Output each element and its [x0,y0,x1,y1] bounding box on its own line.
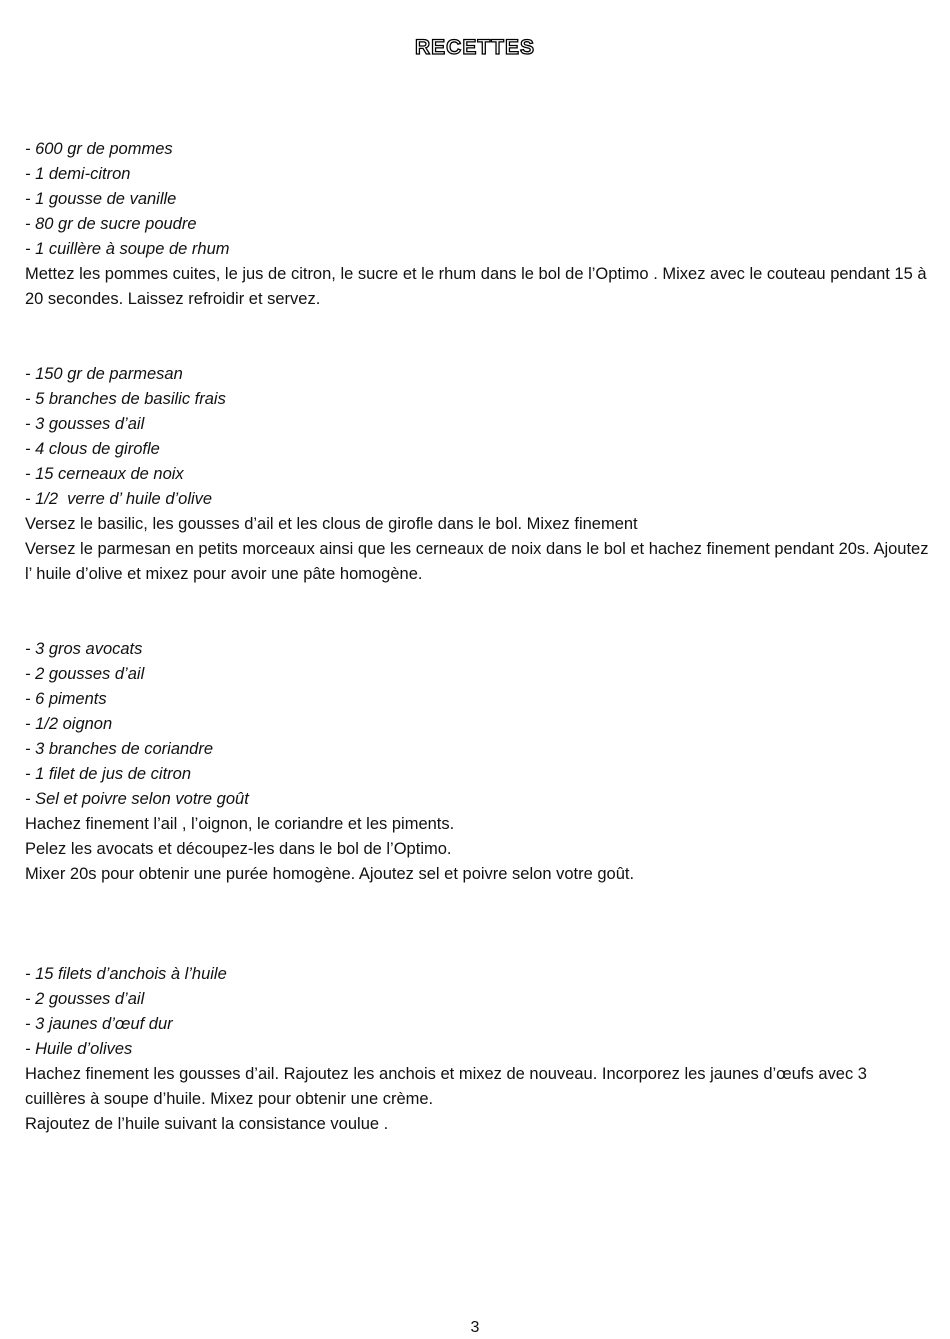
ingredient-item: - 15 cerneaux de noix [25,465,184,483]
recipe-guacamole [25,637,930,887]
ingredient-list [25,637,930,812]
instructions [25,812,930,887]
instruction-paragraph: Hachez finement l’ail , l’oignon, le coriandre et les piments. [25,815,455,833]
ingredient-item: - 1 cuillère à soupe de rhum [25,240,230,258]
ingredient-item: - 5 branches de basilic frais [25,390,226,408]
ingredient-item: - 6 piments [25,690,107,708]
ingredient-item: - Huile d’olives [25,1040,133,1058]
page-number: 3 [470,1319,480,1336]
ingredient-item: - 3 gousses d’ail [25,415,145,433]
page-title: RECETTES [414,36,535,59]
ingredient-item: - 1/2 verre d’ huile d’olive [25,490,213,508]
ingredient-item: - 2 gousses d’ail [25,990,145,1008]
ingredient-list [25,962,930,1062]
recipe-pesto [25,362,930,587]
ingredient-item: - 3 jaunes d’œuf dur [25,1015,173,1033]
instruction-paragraph: Pelez les avocats et découpez-les dans le bol de l’Optimo. [25,840,452,858]
instruction-paragraph: Mixer 20s pour obtenir une purée homogène. Ajoutez sel et poivre selon votre goût. [25,865,635,883]
ingredient-list [25,362,930,512]
ingredient-item: - 3 branches de coriandre [25,740,214,758]
ingredient-list [25,137,930,262]
recipe-apple-compote [25,137,930,312]
instruction-paragraph: Hachez finement les gousses d’ail. Rajoutez les anchois et mixez de nouveau. Incorporez les jaunes d’œufs avec 3 cuillères à soupe d’huile. Mixez pour obtenir une crème. [25,1065,867,1108]
ingredient-item: - 3 gros avocats [25,640,143,658]
ingredient-item: - 600 gr de pommes [25,140,173,158]
ingredient-item: - 1 filet de jus de citron [25,765,191,783]
ingredient-item: - 4 clous de girofle [25,440,160,458]
ingredient-item: - 2 gousses d’ail [25,665,145,683]
ingredient-item: - 1 demi-citron [25,165,131,183]
instructions [25,512,930,587]
ingredient-item: - 150 gr de parmesan [25,365,183,383]
ingredient-item: - 1/2 oignon [25,715,113,733]
instruction-paragraph: Versez le parmesan en petits morceaux ainsi que les cerneaux de noix dans le bol et hachez finement pendant 20s. Ajoutez l’ huile d’olive et mixez pour avoir une pâte homogène. [25,540,929,583]
instruction-paragraph: Versez le basilic, les gousses d’ail et les clous de girofle dans le bol. Mixez finement [25,515,638,533]
ingredient-item: - 1 gousse de vanille [25,190,177,208]
ingredient-item: - 80 gr de sucre poudre [25,215,197,233]
instructions [25,262,930,312]
instructions [25,1062,930,1137]
instruction-paragraph: Mettez les pommes cuites, le jus de citron, le sucre et le rhum dans le bol de l’Optimo . Mixez avec le couteau pendant 15 à 20 secondes. Laissez refroidir et servez. [25,265,927,308]
recipe-anchoiade [25,962,930,1137]
instruction-paragraph: Rajoutez de l’huile suivant la consistance voulue . [25,1115,389,1133]
recipe-list [25,137,930,1137]
ingredient-item: - Sel et poivre selon votre goût [25,790,249,808]
ingredient-item: - 15 filets d’anchois à l’huile [25,965,227,983]
